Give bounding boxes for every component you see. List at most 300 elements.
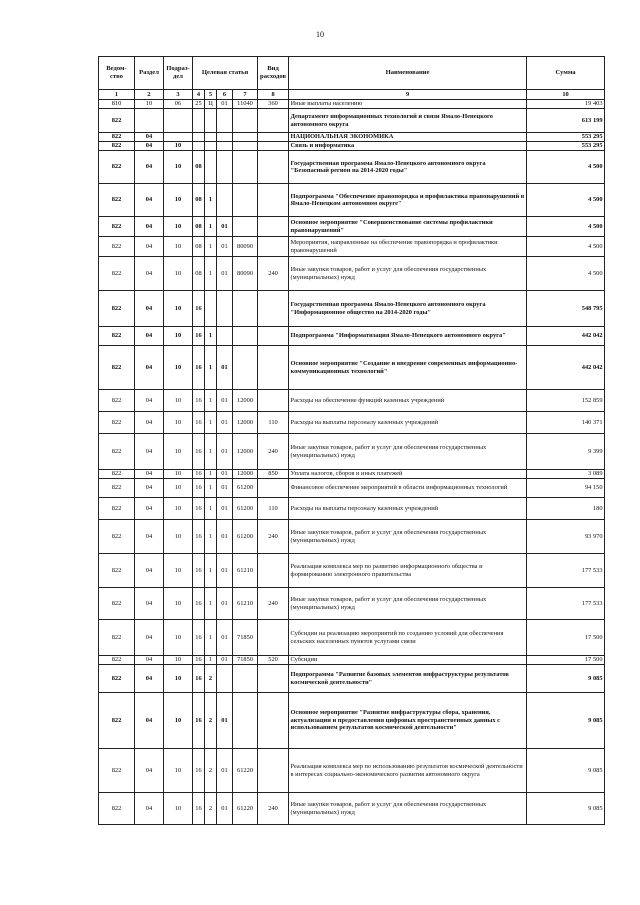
cs-program-cell: 16 xyxy=(193,479,205,498)
table-row xyxy=(99,656,605,665)
naimenovanie-cell: Иные закупки товаров, работ и услуг для обеспечения государственных (муниципальных) нужд xyxy=(289,434,527,470)
vedomstvo-cell: 822 xyxy=(99,133,135,142)
vedomstvo-cell: 822 xyxy=(99,217,135,237)
naimenovanie-cell: Основное мероприятие "Создание и внедрение современных информационно-коммуникационных технологий" xyxy=(289,346,527,390)
table-row xyxy=(99,434,605,470)
summa-cell: 442 042 xyxy=(527,327,605,346)
razdel-cell: 04 xyxy=(135,656,164,665)
cs-program-cell: 08 xyxy=(193,184,205,217)
razdel-cell: 04 xyxy=(135,498,164,520)
podrazdel-cell: 10 xyxy=(164,498,193,520)
table-row xyxy=(99,133,605,142)
cs-event-cell xyxy=(217,291,233,327)
summa-cell: 553 295 xyxy=(527,133,605,142)
table-row xyxy=(99,554,605,588)
table-row xyxy=(99,588,605,620)
cs-event-cell xyxy=(217,142,233,151)
cs-direction-cell xyxy=(233,291,258,327)
vid-rashodov-cell: 850 xyxy=(258,470,289,479)
vid-rashodov-cell xyxy=(258,142,289,151)
podrazdel-cell: 10 xyxy=(164,749,193,793)
cs-subprogram-cell: 1 xyxy=(205,257,217,291)
podrazdel-cell: 10 xyxy=(164,327,193,346)
podrazdel-cell xyxy=(164,133,193,142)
cs-program-cell: 16 xyxy=(193,665,205,693)
cs-program-cell: 16 xyxy=(193,693,205,749)
cs-subprogram-cell: 2 xyxy=(205,793,217,825)
cs-direction-cell xyxy=(233,693,258,749)
summa-cell: 4 500 xyxy=(527,217,605,237)
vid-rashodov-cell: 110 xyxy=(258,498,289,520)
podrazdel-cell: 10 xyxy=(164,656,193,665)
naimenovanie-cell: Государственная программа Ямало-Ненецкого автономного округа "Безопасный регион на 2014-2020 годы" xyxy=(289,151,527,184)
vid-rashodov-cell xyxy=(258,133,289,142)
cs-program-cell: 16 xyxy=(193,434,205,470)
podrazdel-cell: 10 xyxy=(164,793,193,825)
column-number-cell: 7 xyxy=(233,90,258,100)
razdel-cell: 04 xyxy=(135,793,164,825)
cs-event-cell: 01 xyxy=(217,620,233,656)
vid-rashodov-cell: 240 xyxy=(258,588,289,620)
table-row xyxy=(99,693,605,749)
cs-direction-cell xyxy=(233,184,258,217)
cs-direction-cell xyxy=(233,327,258,346)
summa-cell: 9 085 xyxy=(527,749,605,793)
table-row xyxy=(99,100,605,109)
cs-subprogram-cell xyxy=(205,151,217,184)
column-number-cell: 4 xyxy=(193,90,205,100)
cs-program-cell: 16 xyxy=(193,291,205,327)
table-row xyxy=(99,749,605,793)
summa-cell: 152 859 xyxy=(527,390,605,412)
podrazdel-cell: 10 xyxy=(164,237,193,257)
cs-event-cell: 01 xyxy=(217,217,233,237)
table-row xyxy=(99,257,605,291)
cs-subprogram-cell xyxy=(205,291,217,327)
cs-subprogram-cell: 1 xyxy=(205,412,217,434)
header-naimenovanie: Наименование xyxy=(289,57,527,90)
podrazdel-cell: 10 xyxy=(164,588,193,620)
naimenovanie-cell: Связь и информатика xyxy=(289,142,527,151)
vid-rashodov-cell: 110 xyxy=(258,412,289,434)
naimenovanie-cell: Подпрограмма "Информатизация Ямало-Ненецкого автономного округа" xyxy=(289,327,527,346)
header-celevaya-statya: Целевая статья xyxy=(193,57,258,90)
header-razdel: Раздел xyxy=(135,57,164,90)
cs-event-cell xyxy=(217,109,233,133)
vedomstvo-cell: 822 xyxy=(99,693,135,749)
summa-cell: 4 500 xyxy=(527,184,605,217)
cs-subprogram-cell: 1 xyxy=(205,434,217,470)
vedomstvo-cell: 822 xyxy=(99,109,135,133)
cs-subprogram-cell: 2 xyxy=(205,693,217,749)
podrazdel-cell: 06 xyxy=(164,100,193,109)
cs-subprogram-cell: 1 xyxy=(205,479,217,498)
summa-cell: 177 533 xyxy=(527,554,605,588)
razdel-cell: 04 xyxy=(135,327,164,346)
cs-subprogram-cell: Ц xyxy=(205,100,217,109)
cs-program-cell: 16 xyxy=(193,412,205,434)
cs-program-cell: 16 xyxy=(193,470,205,479)
cs-subprogram-cell: 1 xyxy=(205,470,217,479)
naimenovanie-cell: Субсидии на реализацию мероприятий по созданию условий для обеспечения сельских населенных пунктов услугами связи xyxy=(289,620,527,656)
podrazdel-cell: 10 xyxy=(164,470,193,479)
naimenovanie-cell: Иные закупки товаров, работ и услуг для обеспечения государственных (муниципальных) нужд xyxy=(289,257,527,291)
table-body xyxy=(99,100,605,825)
cs-direction-cell: 12000 xyxy=(233,434,258,470)
cs-event-cell: 01 xyxy=(217,749,233,793)
table-row xyxy=(99,184,605,217)
naimenovanie-cell: Расходы на выплаты персоналу казенных учреждений xyxy=(289,412,527,434)
summa-cell: 9 399 xyxy=(527,434,605,470)
cs-direction-cell: 61210 xyxy=(233,588,258,620)
page-number: 10 xyxy=(316,30,324,39)
naimenovanie-cell: НАЦИОНАЛЬНАЯ ЭКОНОМИКА xyxy=(289,133,527,142)
vid-rashodov-cell xyxy=(258,479,289,498)
naimenovanie-cell: Финансовое обеспечение мероприятий в области информационных технологий xyxy=(289,479,527,498)
vid-rashodov-cell xyxy=(258,237,289,257)
razdel-cell: 04 xyxy=(135,479,164,498)
summa-cell: 4 500 xyxy=(527,237,605,257)
vid-rashodov-cell: 360 xyxy=(258,100,289,109)
cs-direction-cell: 61210 xyxy=(233,554,258,588)
podrazdel-cell: 10 xyxy=(164,412,193,434)
podrazdel-cell: 10 xyxy=(164,390,193,412)
cs-subprogram-cell: 1 xyxy=(205,184,217,217)
naimenovanie-cell: Иные выплаты населению xyxy=(289,100,527,109)
column-number-cell: 8 xyxy=(258,90,289,100)
summa-cell: 9 085 xyxy=(527,793,605,825)
podrazdel-cell: 10 xyxy=(164,217,193,237)
podrazdel-cell: 10 xyxy=(164,346,193,390)
vid-rashodov-cell xyxy=(258,184,289,217)
budget-table xyxy=(98,56,605,825)
cs-direction-cell xyxy=(233,217,258,237)
table-row xyxy=(99,142,605,151)
naimenovanie-cell: Расходы на обеспечение функций казенных учреждений xyxy=(289,390,527,412)
cs-subprogram-cell: 1 xyxy=(205,346,217,390)
cs-event-cell: 01 xyxy=(217,498,233,520)
header-podrazdel: Подраз-дел xyxy=(164,57,193,90)
cs-program-cell: 08 xyxy=(193,237,205,257)
cs-event-cell: 01 xyxy=(217,390,233,412)
cs-direction-cell: 80090 xyxy=(233,237,258,257)
vedomstvo-cell: 822 xyxy=(99,749,135,793)
summa-cell: 140 371 xyxy=(527,412,605,434)
vedomstvo-cell: 822 xyxy=(99,554,135,588)
razdel-cell: 04 xyxy=(135,291,164,327)
cs-program-cell: 16 xyxy=(193,749,205,793)
vid-rashodov-cell xyxy=(258,109,289,133)
cs-event-cell: 01 xyxy=(217,554,233,588)
cs-subprogram-cell: 1 xyxy=(205,217,217,237)
cs-program-cell xyxy=(193,109,205,133)
cs-direction-cell: 12000 xyxy=(233,390,258,412)
cs-event-cell: 01 xyxy=(217,346,233,390)
table-row xyxy=(99,390,605,412)
vid-rashodov-cell xyxy=(258,151,289,184)
podrazdel-cell: 10 xyxy=(164,434,193,470)
vid-rashodov-cell xyxy=(258,291,289,327)
naimenovanie-cell: Уплата налогов, сборов и иных платежей xyxy=(289,470,527,479)
cs-program-cell: 16 xyxy=(193,498,205,520)
summa-cell: 553 295 xyxy=(527,142,605,151)
vid-rashodov-cell: 240 xyxy=(258,434,289,470)
summa-cell: 177 533 xyxy=(527,588,605,620)
cs-event-cell: 01 xyxy=(217,257,233,291)
cs-direction-cell: 61200 xyxy=(233,498,258,520)
razdel-cell: 04 xyxy=(135,434,164,470)
naimenovanie-cell: Иные закупки товаров, работ и услуг для обеспечения государственных (муниципальных) нужд xyxy=(289,588,527,620)
vedomstvo-cell: 822 xyxy=(99,520,135,554)
razdel-cell: 04 xyxy=(135,588,164,620)
vid-rashodov-cell xyxy=(258,346,289,390)
cs-direction-cell xyxy=(233,133,258,142)
cs-event-cell: 01 xyxy=(217,793,233,825)
summa-cell: 19 403 xyxy=(527,100,605,109)
header-summa: Сумма xyxy=(527,57,605,90)
podrazdel-cell xyxy=(164,109,193,133)
cs-event-cell: 01 xyxy=(217,588,233,620)
podrazdel-cell: 10 xyxy=(164,620,193,656)
vedomstvo-cell: 822 xyxy=(99,412,135,434)
vedomstvo-cell: 822 xyxy=(99,793,135,825)
razdel-cell: 04 xyxy=(135,520,164,554)
cs-program-cell: 16 xyxy=(193,588,205,620)
razdel-cell: 04 xyxy=(135,142,164,151)
header-vedomstvo: Ведом-ство xyxy=(99,57,135,90)
cs-event-cell: 01 xyxy=(217,412,233,434)
table-header-row xyxy=(99,57,605,90)
column-number-cell: 1 xyxy=(99,90,135,100)
razdel-cell xyxy=(135,109,164,133)
vid-rashodov-cell xyxy=(258,749,289,793)
cs-event-cell xyxy=(217,151,233,184)
vid-rashodov-cell xyxy=(258,693,289,749)
table-row xyxy=(99,470,605,479)
cs-direction-cell: 80090 xyxy=(233,257,258,291)
cs-direction-cell: 71850 xyxy=(233,656,258,665)
vedomstvo-cell: 822 xyxy=(99,470,135,479)
cs-program-cell: 08 xyxy=(193,217,205,237)
cs-subprogram-cell xyxy=(205,142,217,151)
cs-direction-cell: 61220 xyxy=(233,793,258,825)
cs-subprogram-cell: 1 xyxy=(205,520,217,554)
vedomstvo-cell: 822 xyxy=(99,327,135,346)
cs-direction-cell xyxy=(233,109,258,133)
table-row xyxy=(99,620,605,656)
naimenovanie-cell: Субсидии xyxy=(289,656,527,665)
cs-event-cell: 01 xyxy=(217,479,233,498)
razdel-cell: 04 xyxy=(135,184,164,217)
podrazdel-cell: 10 xyxy=(164,184,193,217)
cs-subprogram-cell: 2 xyxy=(205,749,217,793)
cs-subprogram-cell: 1 xyxy=(205,327,217,346)
cs-event-cell: 01 xyxy=(217,693,233,749)
naimenovanie-cell: Подпрограмма "Развитие базовых элементов инфраструктуры результатов космической деятельности" xyxy=(289,665,527,693)
summa-cell: 17 500 xyxy=(527,620,605,656)
naimenovanie-cell: Иные закупки товаров, работ и услуг для обеспечения государственных (муниципальных) нужд xyxy=(289,520,527,554)
cs-direction-cell xyxy=(233,665,258,693)
table-row xyxy=(99,520,605,554)
column-numbers-row xyxy=(99,90,605,100)
vid-rashodov-cell xyxy=(258,620,289,656)
table-row xyxy=(99,498,605,520)
cs-event-cell: 01 xyxy=(217,434,233,470)
summa-cell: 613 199 xyxy=(527,109,605,133)
vedomstvo-cell: 822 xyxy=(99,434,135,470)
vedomstvo-cell: 822 xyxy=(99,588,135,620)
cs-event-cell: 01 xyxy=(217,520,233,554)
naimenovanie-cell: Подпрограмма "Обеспечение правопорядка и профилактика правонарушений в Ямало-Ненецком автономном округе" xyxy=(289,184,527,217)
cs-program-cell: 16 xyxy=(193,620,205,656)
cs-program-cell: 16 xyxy=(193,793,205,825)
razdel-cell: 04 xyxy=(135,217,164,237)
razdel-cell: 04 xyxy=(135,237,164,257)
vid-rashodov-cell: 240 xyxy=(258,793,289,825)
cs-direction-cell: 61220 xyxy=(233,749,258,793)
vedomstvo-cell: 822 xyxy=(99,479,135,498)
razdel-cell: 04 xyxy=(135,470,164,479)
razdel-cell: 04 xyxy=(135,749,164,793)
summa-cell: 3 089 xyxy=(527,470,605,479)
cs-program-cell: 16 xyxy=(193,390,205,412)
cs-direction-cell: 61200 xyxy=(233,479,258,498)
cs-event-cell: 01 xyxy=(217,237,233,257)
cs-subprogram-cell xyxy=(205,109,217,133)
cs-subprogram-cell: 1 xyxy=(205,656,217,665)
summa-cell: 4 500 xyxy=(527,151,605,184)
cs-direction-cell xyxy=(233,142,258,151)
naimenovanie-cell: Департамент информационных технологий и связи Ямало-Ненецкого автономного округа xyxy=(289,109,527,133)
table-row xyxy=(99,327,605,346)
cs-subprogram-cell: 1 xyxy=(205,237,217,257)
column-number-cell: 2 xyxy=(135,90,164,100)
podrazdel-cell: 10 xyxy=(164,693,193,749)
cs-program-cell: 08 xyxy=(193,151,205,184)
table-row xyxy=(99,237,605,257)
vedomstvo-cell: 822 xyxy=(99,656,135,665)
naimenovanie-cell: Реализация комплекса мер по развитию информационного общества и формированию электронного правительства xyxy=(289,554,527,588)
cs-direction-cell: 11040 xyxy=(233,100,258,109)
podrazdel-cell: 10 xyxy=(164,479,193,498)
podrazdel-cell: 10 xyxy=(164,665,193,693)
summa-cell: 9 085 xyxy=(527,693,605,749)
razdel-cell: 04 xyxy=(135,390,164,412)
column-number-cell: 5 xyxy=(205,90,217,100)
cs-event-cell: 01 xyxy=(217,100,233,109)
cs-program-cell xyxy=(193,142,205,151)
vid-rashodov-cell: 240 xyxy=(258,257,289,291)
column-number-cell: 10 xyxy=(527,90,605,100)
cs-event-cell xyxy=(217,327,233,346)
razdel-cell: 04 xyxy=(135,554,164,588)
table-row xyxy=(99,151,605,184)
summa-cell: 94 150 xyxy=(527,479,605,498)
razdel-cell: 04 xyxy=(135,151,164,184)
vedomstvo-cell: 822 xyxy=(99,237,135,257)
podrazdel-cell: 10 xyxy=(164,151,193,184)
cs-subprogram-cell: 1 xyxy=(205,390,217,412)
cs-event-cell xyxy=(217,133,233,142)
cs-subprogram-cell: 1 xyxy=(205,498,217,520)
cs-direction-cell xyxy=(233,346,258,390)
razdel-cell: 04 xyxy=(135,257,164,291)
vid-rashodov-cell: 240 xyxy=(258,520,289,554)
podrazdel-cell: 10 xyxy=(164,291,193,327)
vid-rashodov-cell: 520 xyxy=(258,656,289,665)
cs-event-cell: 01 xyxy=(217,470,233,479)
cs-program-cell: 16 xyxy=(193,554,205,588)
table-row xyxy=(99,346,605,390)
naimenovanie-cell: Иные закупки товаров, работ и услуг для обеспечения государственных (муниципальных) нужд xyxy=(289,793,527,825)
cs-event-cell xyxy=(217,184,233,217)
cs-subprogram-cell: 2 xyxy=(205,665,217,693)
vid-rashodov-cell xyxy=(258,554,289,588)
razdel-cell: 04 xyxy=(135,693,164,749)
table-row xyxy=(99,412,605,434)
header-vid-rashodov: Вид расходов xyxy=(258,57,289,90)
naimenovanie-cell: Реализация комплекса мер по использованию результатов космической деятельности в интересах социально-экономического развития автономного округа xyxy=(289,749,527,793)
cs-program-cell: 25 xyxy=(193,100,205,109)
table-row xyxy=(99,793,605,825)
naimenovanie-cell: Расходы на выплаты персоналу казенных учреждений xyxy=(289,498,527,520)
vedomstvo-cell: 822 xyxy=(99,620,135,656)
cs-direction-cell: 12000 xyxy=(233,470,258,479)
cs-subprogram-cell xyxy=(205,133,217,142)
table-row xyxy=(99,479,605,498)
podrazdel-cell: 10 xyxy=(164,554,193,588)
podrazdel-cell: 10 xyxy=(164,520,193,554)
cs-program-cell: 16 xyxy=(193,656,205,665)
vedomstvo-cell: 822 xyxy=(99,151,135,184)
cs-program-cell xyxy=(193,133,205,142)
vedomstvo-cell: 822 xyxy=(99,498,135,520)
vedomstvo-cell: 822 xyxy=(99,184,135,217)
summa-cell: 17 500 xyxy=(527,656,605,665)
column-number-cell: 3 xyxy=(164,90,193,100)
summa-cell: 548 795 xyxy=(527,291,605,327)
vid-rashodov-cell xyxy=(258,217,289,237)
cs-event-cell: 01 xyxy=(217,656,233,665)
naimenovanie-cell: Основное мероприятие "Совершенствование системы профилактики правонарушений" xyxy=(289,217,527,237)
podrazdel-cell: 10 xyxy=(164,142,193,151)
razdel-cell: 04 xyxy=(135,665,164,693)
summa-cell: 9 085 xyxy=(527,665,605,693)
summa-cell: 180 xyxy=(527,498,605,520)
cs-direction-cell: 71850 xyxy=(233,620,258,656)
column-number-cell: 9 xyxy=(289,90,527,100)
razdel-cell: 04 xyxy=(135,346,164,390)
vedomstvo-cell: 810 xyxy=(99,100,135,109)
vedomstvo-cell: 822 xyxy=(99,390,135,412)
podrazdel-cell: 10 xyxy=(164,257,193,291)
naimenovanie-cell: Мероприятия, направленные на обеспечение правопорядка и профилактики правонарушений xyxy=(289,237,527,257)
table-row xyxy=(99,291,605,327)
vid-rashodov-cell xyxy=(258,327,289,346)
summa-cell: 93 970 xyxy=(527,520,605,554)
table-row xyxy=(99,109,605,133)
table-row xyxy=(99,665,605,693)
vedomstvo-cell: 822 xyxy=(99,291,135,327)
cs-program-cell: 08 xyxy=(193,257,205,291)
summa-cell: 442 042 xyxy=(527,346,605,390)
cs-subprogram-cell: 1 xyxy=(205,554,217,588)
table-row xyxy=(99,217,605,237)
vedomstvo-cell: 822 xyxy=(99,257,135,291)
razdel-cell: 04 xyxy=(135,412,164,434)
vedomstvo-cell: 822 xyxy=(99,665,135,693)
razdel-cell: 04 xyxy=(135,620,164,656)
